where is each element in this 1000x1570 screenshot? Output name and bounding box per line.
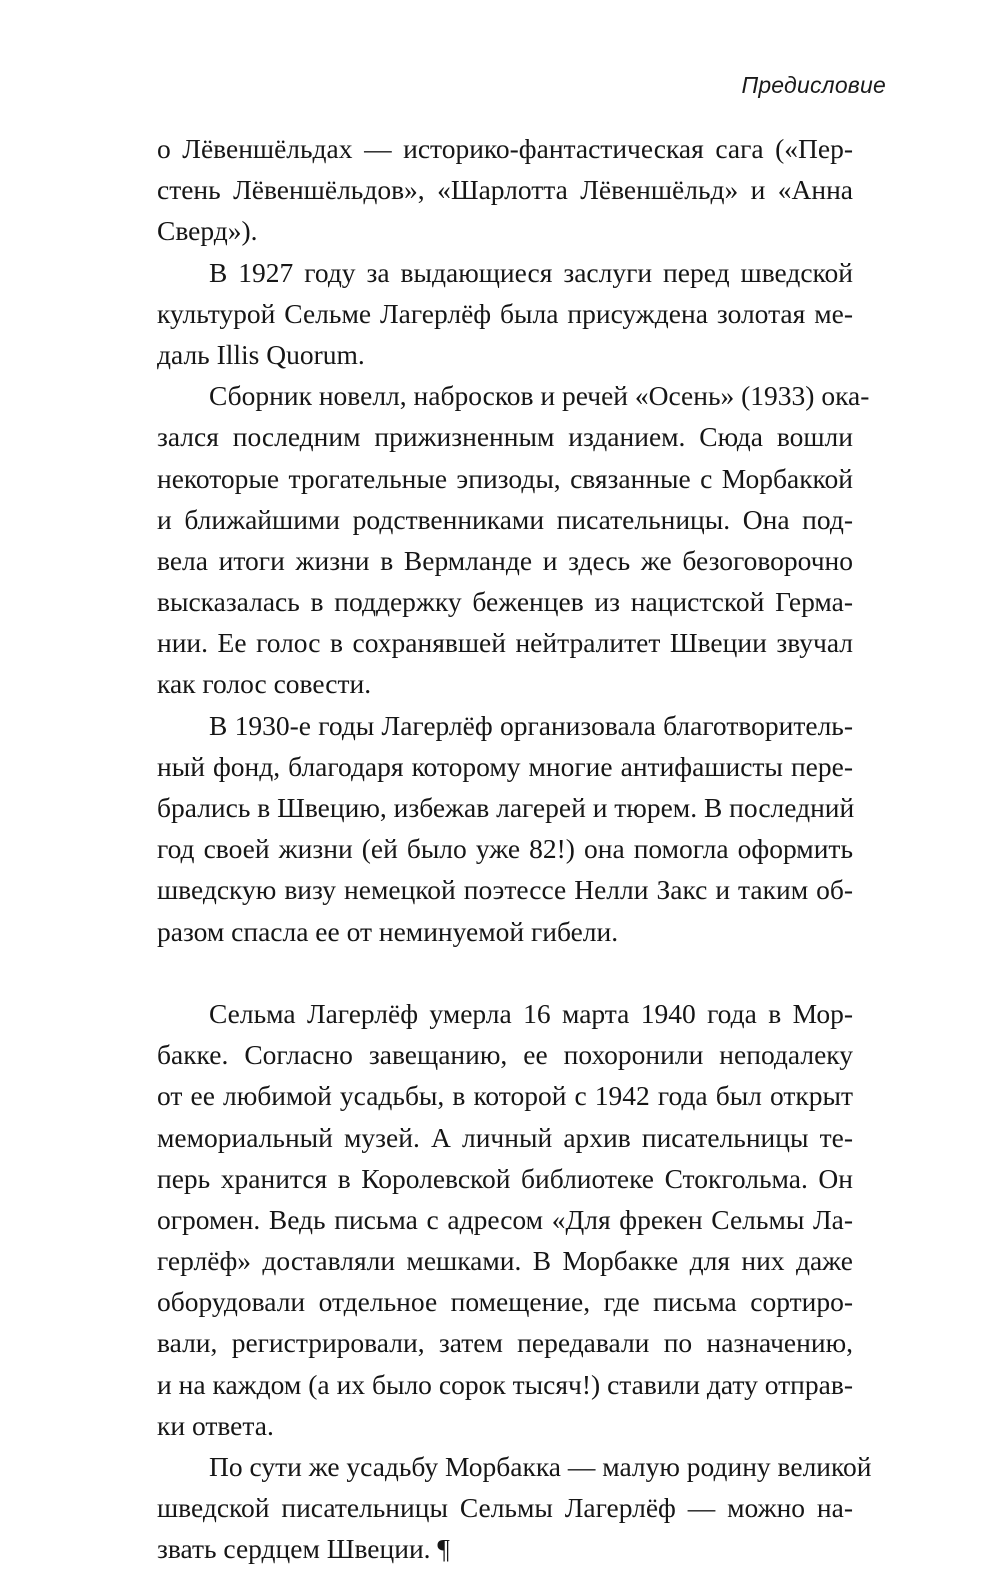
text-line: стень Лёвеншёльдов», «Шарлотта Лёвеншёльд» и «Анна bbox=[157, 174, 853, 206]
paragraph-4 bbox=[157, 705, 853, 952]
paragraph-1 bbox=[157, 128, 853, 252]
text-line: даль Illis Quorum. bbox=[157, 338, 365, 370]
text-line: брались в Швецию, избежав лагерей и тюрем. В последний bbox=[157, 792, 855, 823]
running-header-title: Предисловие bbox=[741, 72, 886, 98]
text-line: и на каждом (а их было сорок тысяч!) ставили дату отправ- bbox=[157, 1368, 853, 1400]
text-line: высказалась в поддержку беженцев из нацистской Герма- bbox=[157, 586, 853, 618]
body-text bbox=[157, 128, 872, 1570]
text-line: звать сердцем Швеции. ¶ bbox=[157, 1533, 450, 1565]
text-line: вела итоги жизни в Вермланде и здесь же безоговорочно bbox=[157, 544, 853, 576]
text-line: и ближайшими родственниками писательницы. Она под- bbox=[157, 503, 853, 535]
text-line: шведскую визу немецкой поэтессе Нелли Закс и таким об- bbox=[157, 874, 853, 906]
text-line: ки ответа. bbox=[157, 1409, 274, 1441]
section-break bbox=[157, 952, 853, 993]
text-line: год своей жизни (ей было уже 82!) она помогла оформить bbox=[157, 833, 853, 865]
paragraph-2 bbox=[157, 252, 853, 376]
text-line: вали, регистрировали, затем передавали по назначению, bbox=[157, 1327, 853, 1359]
text-line: разом спасла ее от неминуемой гибели. bbox=[157, 915, 619, 947]
text-line: нии. Ее голос в сохранявшей нейтралитет Швеции звучал bbox=[157, 627, 853, 659]
text-line: культурой Сельме Лагерлёф была присуждена золотая ме- bbox=[157, 297, 853, 329]
text-line: бакке. Согласно завещанию, ее похоронили неподалеку bbox=[157, 1039, 853, 1071]
text-line: В 1930-е годы Лагерлёф организовала благотворитель- bbox=[209, 709, 853, 741]
text-line: некоторые трогательные эпизоды, связанные с Морбаккой bbox=[157, 462, 853, 494]
text-line: зался последним прижизненным изданием. Сюда вошли bbox=[157, 421, 853, 453]
text-line: как голос совести. bbox=[157, 668, 372, 700]
text-line: По сути же усадьбу Морбакка — малую родину великой bbox=[209, 1451, 872, 1482]
paragraph-6 bbox=[157, 1446, 872, 1570]
text-line: перь хранится в Королевской библиотеке Стокгольма. Он bbox=[157, 1162, 853, 1194]
text-line: Сверд»). bbox=[157, 215, 258, 247]
text-line: от ее любимой усадьбы, в которой с 1942 года был открыт bbox=[157, 1080, 853, 1112]
paragraph-3 bbox=[157, 375, 870, 705]
text-line: о Лёвеншёльдах — историко-фантастическая сага («Пер- bbox=[157, 133, 853, 164]
paragraph-5 bbox=[157, 993, 853, 1446]
text-line: Сельма Лагерлёф умерла 16 марта 1940 года в Мор- bbox=[209, 997, 853, 1029]
text-line: огромен. Ведь письма с адресом «Для фрекен Сельмы Ла- bbox=[157, 1203, 853, 1235]
text-line: герлёф» доставляли мешками. В Морбакке для них даже bbox=[157, 1245, 853, 1277]
text-line: ный фонд, благодаря которому многие антифашисты пере- bbox=[157, 750, 853, 782]
text-line: оборудовали отдельное помещение, где письма сортиро- bbox=[157, 1286, 853, 1318]
text-line: Сборник новелл, набросков и речей «Осень» (1933) ока- bbox=[209, 380, 870, 412]
text-line: мемориальный музей. А личный архив писательницы те- bbox=[157, 1121, 853, 1153]
text-line: шведской писательницы Сельмы Лагерлёф — можно на- bbox=[157, 1492, 853, 1524]
text-line: В 1927 году за выдающиеся заслуги перед шведской bbox=[209, 256, 853, 288]
